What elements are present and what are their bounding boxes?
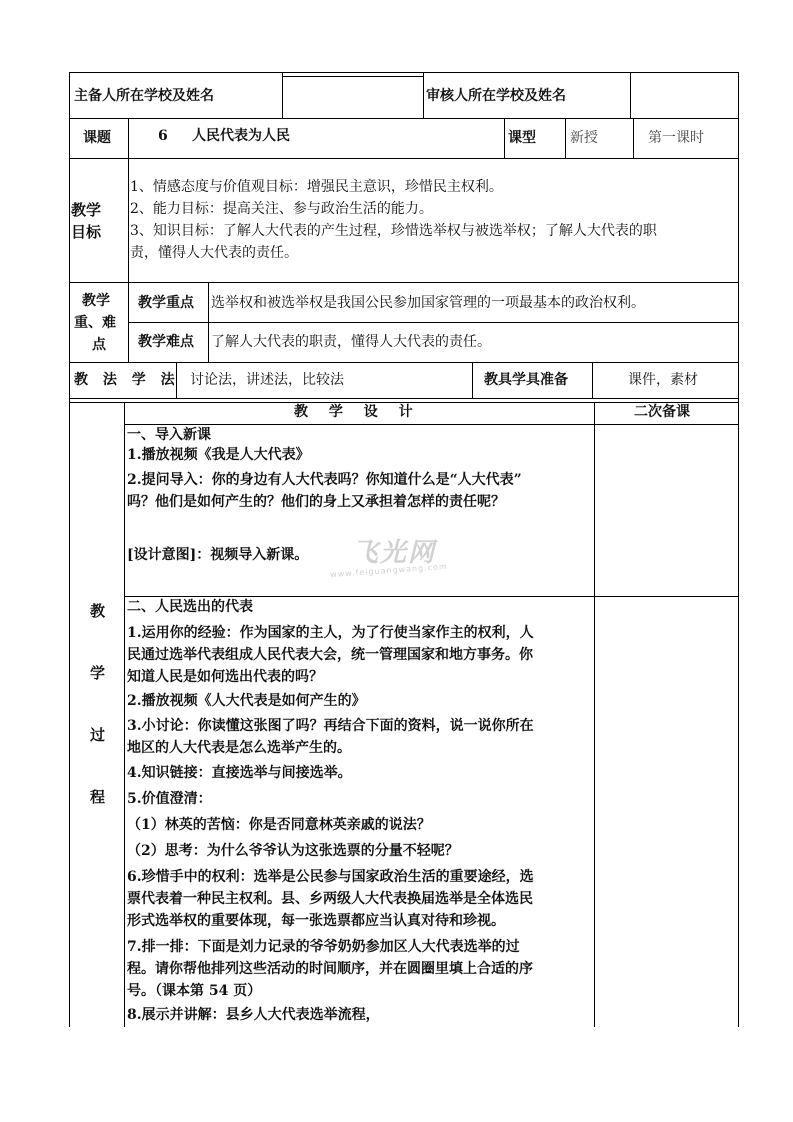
section2-line: 程。请你帮他排列这些活动的时间顺序，并在圆圈里填上合适的序 <box>127 961 533 977</box>
section2-line: 二、人民选出的代表 <box>127 599 253 615</box>
objectives-label-line1: 教学 <box>71 201 102 219</box>
section2-line: 7.排一排：下面是刘力记录的爷爷奶奶参加区人大代表选举的过 <box>127 939 520 955</box>
col-divider <box>592 362 593 398</box>
reviewer-value-cell[interactable] <box>631 73 737 117</box>
design-header: 教 学 设 计 <box>294 404 421 420</box>
preparer-value-cell[interactable] <box>283 77 422 117</box>
reviewer-label: 审核人所在学校及姓名 <box>426 88 566 104</box>
col-divider <box>128 118 129 362</box>
tools-label: 教具学具准备 <box>484 372 568 388</box>
section2-line: 5.价值澄清： <box>127 791 212 807</box>
section2-line: 形式选举权的重要体现，每一张选票都应当认真对待和珍视。 <box>127 913 505 929</box>
section2-line: （2）思考：为什么爷爷认为这张选票的分量不轻呢？ <box>127 843 459 859</box>
objective-line: 3、知识目标：了解人大代表的产生过程，珍惜选举权与被选举权；了解人大代表的职 <box>130 223 657 239</box>
table-border-right <box>738 72 739 1027</box>
section2-line: 民通过选举代表组成人民代表大会，统一管理国家和地方事务。你 <box>127 647 533 663</box>
objective-line: 1、情感态度与价值观目标：增强民主意识，珍惜民主权利。 <box>130 179 503 195</box>
col-divider <box>504 118 505 158</box>
row-divider <box>69 118 739 119</box>
methods-label: 教 法 学 法 <box>74 372 180 388</box>
row-divider <box>128 322 739 323</box>
objective-line: 责，懂得人大代表的责任。 <box>130 245 298 261</box>
section2-line: 地区的人大代表是怎么选举产生的。 <box>127 740 351 756</box>
row-divider <box>69 398 739 399</box>
section2-line: 票代表着一种民主权利。县、乡两级人大代表换届选举是全体选民 <box>127 891 533 907</box>
row-divider <box>69 282 739 283</box>
col-divider <box>423 72 424 118</box>
objective-line: 2、能力目标：提高关注、参与政治生活的能力。 <box>130 201 433 217</box>
keypoints-label-line3: 点 <box>92 337 106 353</box>
watermark-logo-text: 飞光网 <box>352 538 437 568</box>
watermark-url: www.feiguangwang.com <box>329 561 448 580</box>
topic-label: 课题 <box>83 130 111 146</box>
section2-line: 4.知识链接：直接选举与间接选举。 <box>127 765 352 781</box>
process-side-char: 程 <box>90 788 106 806</box>
preparer-label: 主备人所在学校及姓名 <box>74 88 214 104</box>
tools-value: 课件，素材 <box>628 372 698 388</box>
keypoints-label-line1: 教学 <box>82 293 110 309</box>
section2-line: 2.播放视频《人大代表是如何产生的》 <box>127 693 366 709</box>
process-side-char: 学 <box>90 664 106 682</box>
col-divider <box>633 118 634 158</box>
difficulty-text: 了解人大代表的职责，懂得人大代表的责任。 <box>211 334 491 350</box>
period-value: 第一课时 <box>648 130 704 146</box>
col-divider <box>124 402 125 1027</box>
section2-line: 3.小讨论：你读懂这张图了吗？再结合下面的资料，说一说你所在 <box>127 718 534 734</box>
section2-line: 6.珍惜手中的权利：选举是公民参与国家政治生活的重要途经，选 <box>127 869 534 885</box>
focus-text: 选举权和被选举权是我国公民参加国家管理的一项最基本的政治权利。 <box>211 295 645 311</box>
col-divider <box>565 118 566 158</box>
type-label: 课型 <box>508 130 536 146</box>
section1-line: 2.提问导入：你的身边有人大代表吗？你知道什么是“人大代表” <box>127 472 522 488</box>
objectives-label-line2: 目标 <box>71 223 102 241</box>
type-value: 新授 <box>570 130 598 146</box>
section1-line: 一、导入新课 <box>127 427 211 443</box>
row-divider <box>69 158 739 159</box>
topic-number: 6 <box>158 128 168 144</box>
topic-title: 人民代表为人民 <box>192 128 290 144</box>
table-border-left <box>69 72 70 1027</box>
section1-line: [设计意图]：视频导入新课。 <box>127 547 309 563</box>
difficulty-label: 教学难点 <box>138 334 194 350</box>
section2-line: 8.展示并讲解：县乡人大代表选举流程， <box>127 1007 380 1023</box>
section1-line: 吗？他们是如何产生的？他们的身上又承担着怎样的责任呢？ <box>127 494 505 510</box>
process-side-char: 过 <box>90 726 106 744</box>
watermark-logo <box>330 532 460 588</box>
focus-label: 教学重点 <box>138 295 194 311</box>
col-divider <box>472 362 473 398</box>
col-divider <box>594 402 595 1027</box>
col-divider <box>208 282 209 362</box>
section1-line: 1.播放视频《我是人大代表》 <box>127 447 310 463</box>
section2-line: 知道人民是如何选出代表的吗？ <box>127 669 323 685</box>
keypoints-label-line2: 重、难 <box>74 315 116 331</box>
row-divider <box>124 424 739 425</box>
row-divider <box>69 362 739 363</box>
backup-header: 二次备课 <box>634 404 690 420</box>
process-side-char: 教 <box>90 602 106 620</box>
section2-line: 号。（课本第 54 页） <box>127 983 262 999</box>
section2-line: （1）林英的苦恼：你是否同意林英亲戚的说法？ <box>127 817 431 833</box>
section2-line: 1.运用你的经验：作为国家的主人，为了行使当家作主的权利，人 <box>127 625 534 641</box>
methods-value: 讨论法，讲述法，比较法 <box>190 372 344 388</box>
